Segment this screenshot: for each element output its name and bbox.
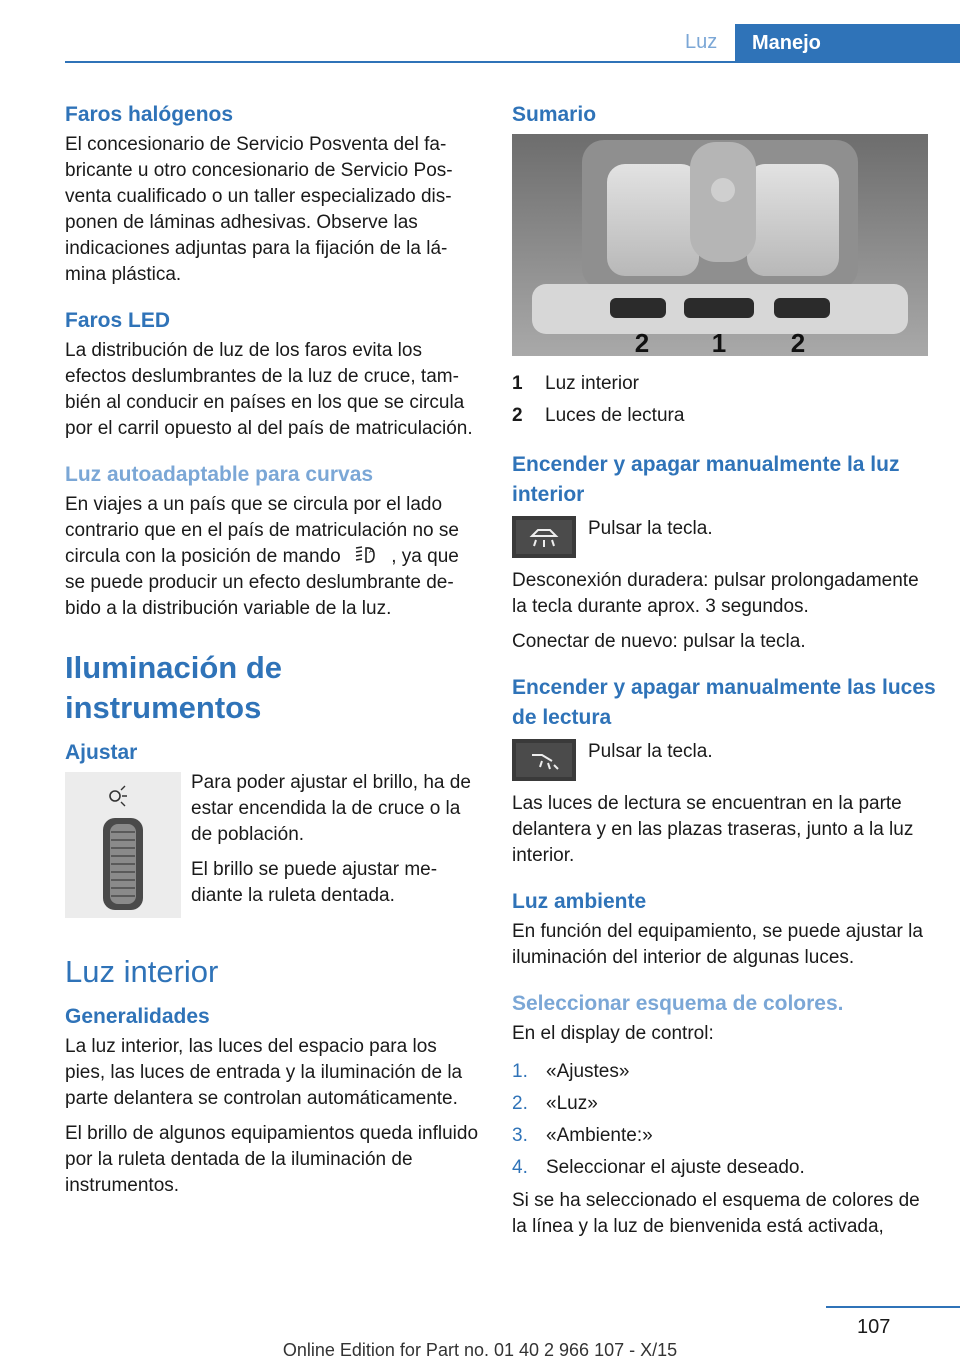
header-section: Luz [685,31,718,53]
page-number-rule [826,1306,960,1308]
svg-text:A: A [368,547,374,555]
generalidades-p2: El brillo de algunos equipamientos queda influido por la ruleta dentada de la iluminación de instrumentos. [65,1123,479,1196]
ajustar-p2: El brillo se puede ajustar mediante la ruleta dentada. [191,859,438,906]
faros-led-heading: Faros LED [65,309,171,332]
reading-button-row [512,739,937,781]
step-label: «Ambiente:» [546,1125,653,1146]
faros-halogenos-text: El concesionario de Servicio Posventa del fabricante u otro concesionario de Servicio Posventa cualificado o un taller especializado disponen de láminas adhesivas. Observe las indicaciones adjuntas para la fijación de la lámina plástica. [65,134,453,285]
headlight-auto-icon [352,545,380,565]
reading-light-button-icon [512,739,576,781]
step-label: «Luz» [546,1093,598,1114]
legend-num: 1 [512,373,523,394]
left-column [65,100,481,1208]
list-item [512,1152,937,1184]
encender-interior-p2: Conectar de nuevo: pulsar la tecla. [512,631,806,652]
esquema-heading: Seleccionar esquema de colores. [512,992,844,1015]
sumario-heading: Sumario [512,103,597,126]
iluminacion-heading: Iluminación de instrumentos [65,650,283,725]
luz-ambiente-p1: En función del equipamiento, se puede ajustar la iluminación del interior de algunas luces. [512,921,923,968]
photo-label-left: 2 [634,328,650,356]
encender-lectura-p1: Las luces de lectura se encuentran en la parte delantera y en las plazas traseras, junto a la luz interior. [512,793,914,866]
overhead-console-photo [512,134,928,356]
interior-press-text: Pulsar la tecla. [588,518,713,539]
legend-item [512,368,937,400]
luz-curvas-text-a: En viajes a un país que se circula por el lado contrario que en el país de matriculación no se circula con la posición de mando [65,494,459,567]
esquema-steps [512,1056,937,1184]
ajustar-text [191,770,481,918]
header-chapter-tab: Manejo [735,24,960,62]
luz-curvas-heading: Luz autoadaptable para curvas [65,463,374,486]
legend-label: Luces de lectura [545,405,685,426]
encender-interior-p1: Desconexión duradera: pulsar prolongadamente la tecla durante aprox. 3 segundos. [512,570,919,617]
luz-interior-heading: Luz interior [65,954,219,989]
step-label: Seleccionar el ajuste deseado. [546,1157,805,1178]
faros-led-text: La distribución de luz de los faros evita los efectos deslumbrantes de la luz de cruce, también al conducir en países en los que se circula por el carril opuesto al del país de matriculación. [65,340,473,439]
list-item [512,1088,937,1120]
esquema-intro: En el display de control: [512,1023,714,1044]
right-column [512,100,937,1249]
ajustar-p1: Para poder ajustar el brillo, ha de estar encendida la de cruce o la de población. [191,772,471,845]
list-item [512,1120,937,1152]
list-item [512,1056,937,1088]
step-num: 4. [512,1157,528,1178]
encender-lectura-heading: Encender y apagar manualmente las luces de lectura [512,676,936,729]
faros-halogenos-heading: Faros halógenos [65,103,234,126]
ajustar-block [65,770,481,918]
step-num: 2. [512,1093,528,1114]
sumario-legend [512,368,937,432]
page-number: 107 [857,1316,891,1338]
legend-num: 2 [512,405,523,426]
ajustar-heading: Ajustar [65,741,138,764]
photo-label-center: 1 [711,328,727,356]
step-label: «Ajustes» [546,1061,630,1082]
encender-interior-heading: Encender y apagar manualmente la luz interior [512,453,900,506]
step-num: 1. [512,1061,528,1082]
step-num: 3. [512,1125,528,1146]
esquema-outro: Si se ha seleccionado el esquema de colores de la línea y la luz de bienvenida está activada, [512,1190,920,1237]
footer-edition: Online Edition for Part no. 01 40 2 966 107 - X/15 [282,1340,678,1360]
thumbwheel-illustration [65,772,181,918]
photo-label-right: 2 [790,328,806,356]
generalidades-heading: Generalidades [65,1005,210,1028]
interior-light-button-icon [512,516,576,558]
legend-item [512,400,937,432]
luz-curvas-text [65,492,481,622]
luz-curvas-text-b: , ya que se puede producir un efecto deslumbrante debido a la distribución variable de la luz. [65,546,459,619]
interior-button-row [512,516,937,558]
reading-press-text: Pulsar la tecla. [588,741,713,762]
luz-ambiente-heading: Luz ambiente [512,890,647,913]
generalidades-p1: La luz interior, las luces del espacio para los pies, las luces de entrada y la iluminación de la parte delantera se controlan automáticamente. [65,1036,463,1109]
legend-label: Luz interior [545,373,639,394]
